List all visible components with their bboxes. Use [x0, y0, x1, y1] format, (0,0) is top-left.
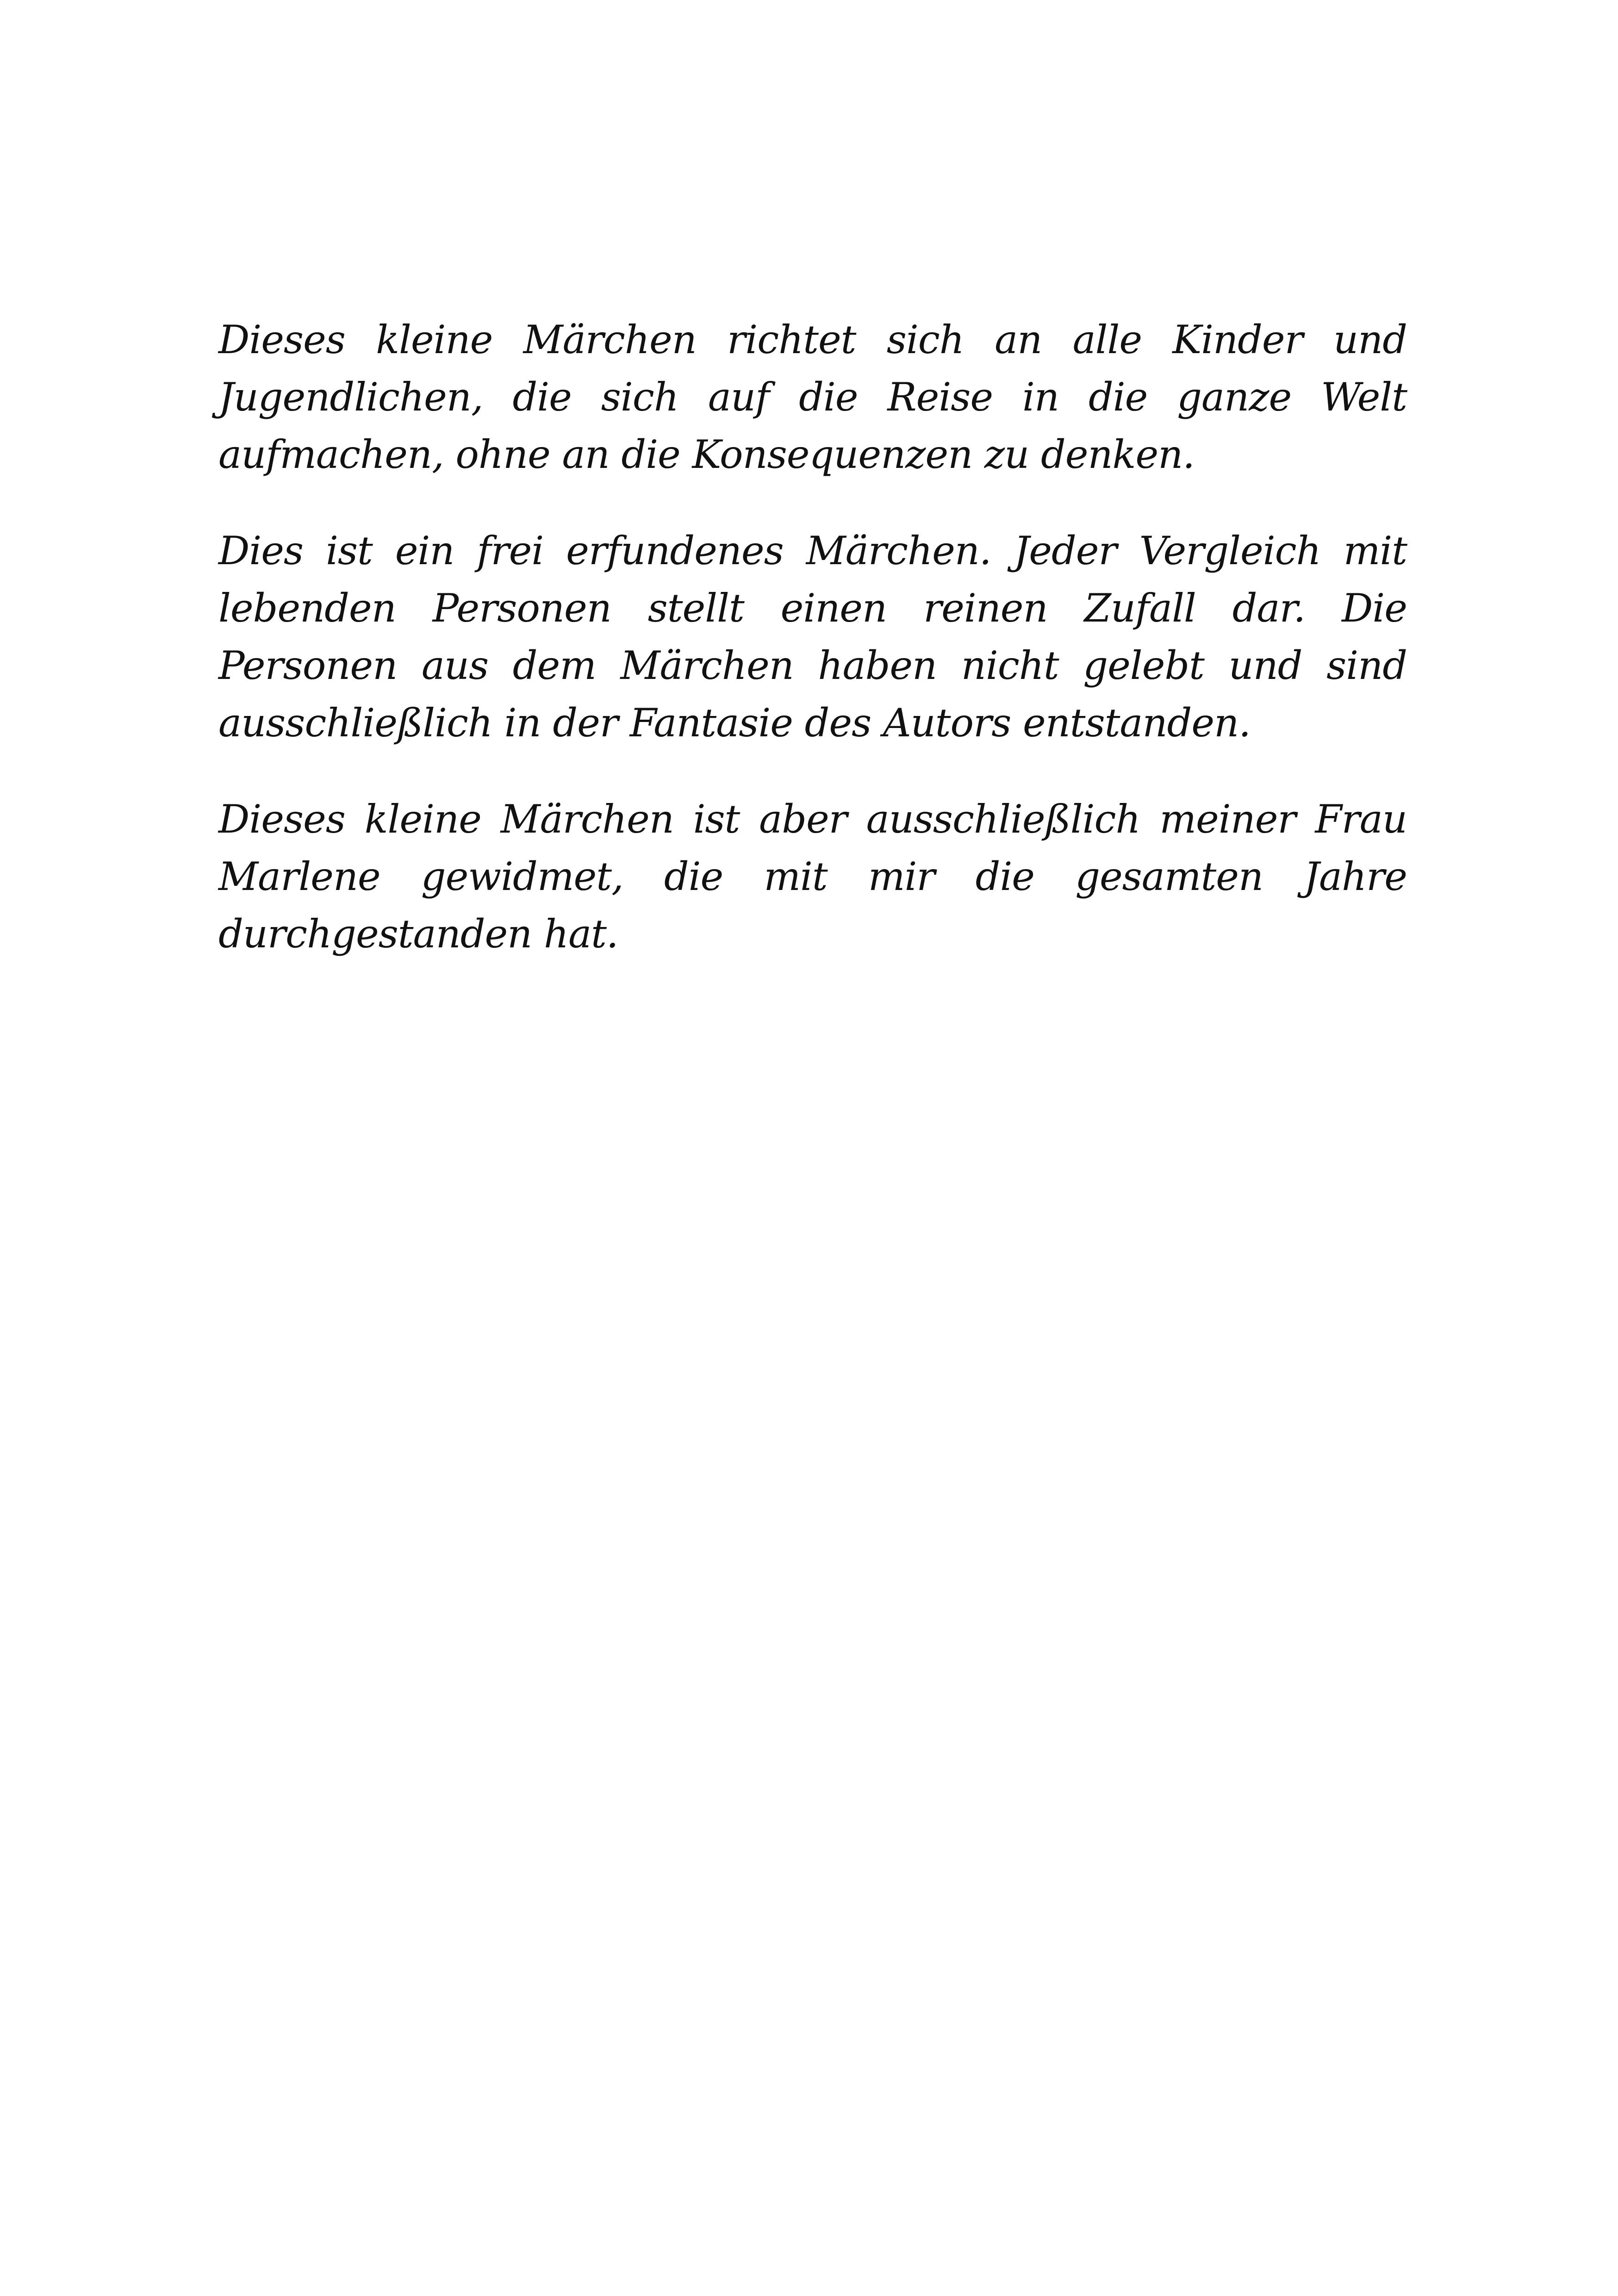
- dedication-text-block: [218, 311, 1407, 1002]
- paragraph-dedication: Dieses kleine Märchen ist aber ausschließlich meiner Frau Marlene gewidmet, die mit mir die gesamten Jahre durchgestanden hat.: [218, 796, 1407, 957]
- paragraph-disclaimer: Dies ist ein frei erfundenes Märchen. Jeder Vergleich mit lebenden Personen stellt einen reinen Zufall dar. Die Personen aus dem Märchen haben nicht gelebt und sind ausschließlich in der Fantasie des Autors entstanden.: [218, 528, 1407, 746]
- paragraph-intro: Dieses kleine Märchen richtet sich an alle Kinder und Jugendlichen, die sich auf die Reise in die ganze Welt aufmachen, ohne an die Konsequenzen zu denken.: [218, 317, 1407, 477]
